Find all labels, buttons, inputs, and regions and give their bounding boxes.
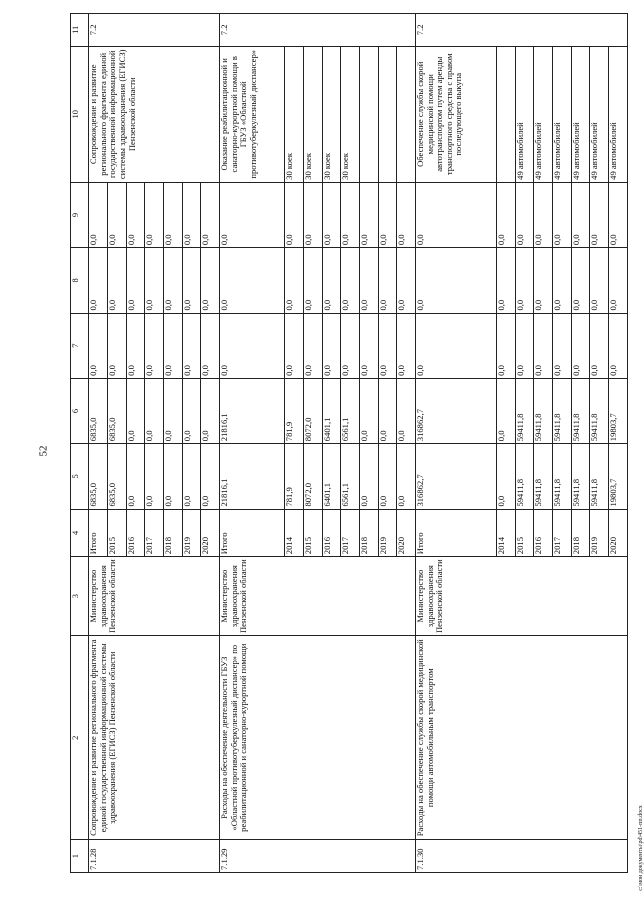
footer-file-path: c:\мои документы\pd\451-пп.docx: [637, 805, 644, 891]
total-value: 0,0: [219, 313, 284, 378]
year-result: 49 автомобилей: [609, 46, 628, 182]
year-value: 0,0: [397, 182, 416, 247]
year-value: 0,0: [322, 182, 341, 247]
year-value: 0,0: [378, 182, 397, 247]
year-value: 0,0: [497, 378, 516, 443]
year-value: 0,0: [497, 182, 516, 247]
year-value: 0,0: [590, 182, 609, 247]
year-value: 0,0: [163, 248, 182, 313]
year-result: [397, 46, 416, 182]
total-value: 0,0: [415, 313, 496, 378]
year-value: 59411,8: [515, 378, 534, 443]
year-cell: 2015: [515, 509, 534, 557]
year-cell: 2018: [163, 509, 182, 557]
year-value: 0,0: [163, 444, 182, 509]
year-value: 0,0: [553, 248, 572, 313]
year-value: 0,0: [378, 378, 397, 443]
year-cell: 2019: [378, 509, 397, 557]
year-result: [359, 46, 378, 182]
year-cell: 2015: [303, 509, 322, 557]
total-value: 21816,1: [219, 444, 284, 509]
year-cell: 2020: [201, 509, 220, 557]
year-value: 0,0: [571, 313, 590, 378]
year-value: 0,0: [303, 182, 322, 247]
year-value: 0,0: [378, 248, 397, 313]
year-value: 0,0: [359, 182, 378, 247]
year-value: 0,0: [126, 248, 145, 313]
total-value: 0,0: [219, 248, 284, 313]
year-value: 0,0: [145, 248, 164, 313]
year-value: 0,0: [182, 444, 201, 509]
column-number-3: 3: [71, 557, 89, 636]
year-value: 59411,8: [553, 444, 572, 509]
year-result: 49 автомобилей: [571, 46, 590, 182]
year-cell: 2014: [497, 509, 516, 557]
year-value: 0,0: [163, 182, 182, 247]
year-value: 0,0: [359, 378, 378, 443]
year-value: 0,0: [182, 378, 201, 443]
year-value: 59411,8: [515, 444, 534, 509]
year-value: 781,9: [285, 444, 304, 509]
year-cell: 2016: [534, 509, 553, 557]
column-number-7: 7: [71, 313, 89, 378]
section-ministry: Министерство здравоохранения Пензенской области: [415, 557, 627, 636]
section-id: 7.1.30: [415, 840, 627, 873]
year-value: 0,0: [126, 313, 145, 378]
year-value: 0,0: [497, 444, 516, 509]
year-value: 6561,1: [341, 378, 360, 443]
column-number-1: 1: [71, 840, 89, 873]
column-number-2: 2: [71, 636, 89, 840]
year-value: 0,0: [397, 313, 416, 378]
section-total-row: [415, 14, 496, 873]
total-value: 0,0: [89, 182, 108, 247]
year-cell: 2019: [182, 509, 201, 557]
year-value: 0,0: [285, 182, 304, 247]
section-result: Обеспечение службы скорой медицинской помощи автотранспортом путем аренды транспортного средства с правом последующего выкупа: [415, 46, 496, 182]
year-cell: 2017: [553, 509, 572, 557]
year-result: 30 коек: [341, 46, 360, 182]
section-total-row: [89, 14, 108, 873]
section-code: 7.2: [415, 14, 627, 47]
year-value: 0,0: [107, 182, 126, 247]
section-ministry: Министерство здравоохранения Пензенской области: [89, 557, 220, 636]
year-value: 59411,8: [571, 444, 590, 509]
section-result: Оказание реабилитационной и санаторно-курортной помощи в ГБУЗ «Областной противотуберкулезный диспансер»: [219, 46, 284, 182]
column-number-6: 6: [71, 378, 89, 443]
year-value: 59411,8: [553, 378, 572, 443]
year-value: 0,0: [515, 248, 534, 313]
section-code: 7.2: [89, 14, 220, 47]
year-value: 0,0: [590, 248, 609, 313]
section-ministry: Министерство здравоохранения Пензенской области: [219, 557, 415, 636]
total-label: Итого: [89, 509, 108, 557]
year-cell: 2015: [107, 509, 126, 557]
year-value: 6835,0: [107, 378, 126, 443]
year-result: 30 коек: [303, 46, 322, 182]
year-value: 0,0: [341, 248, 360, 313]
year-value: 59411,8: [571, 378, 590, 443]
total-value: 316862,7: [415, 444, 496, 509]
column-number-5: 5: [71, 444, 89, 509]
year-value: 0,0: [497, 248, 516, 313]
column-number-10: 10: [71, 46, 89, 182]
year-value: 59411,8: [534, 444, 553, 509]
year-cell: 2016: [126, 509, 145, 557]
column-number-11: 11: [71, 14, 89, 47]
year-value: 781,9: [285, 378, 304, 443]
year-value: 0,0: [303, 248, 322, 313]
year-value: 0,0: [341, 182, 360, 247]
year-value: 0,0: [590, 313, 609, 378]
column-number-4: 4: [71, 509, 89, 557]
year-value: 0,0: [285, 248, 304, 313]
year-value: 59411,8: [534, 378, 553, 443]
year-value: 0,0: [145, 378, 164, 443]
year-value: 0,0: [163, 378, 182, 443]
year-value: 0,0: [553, 313, 572, 378]
year-result: 49 автомобилей: [515, 46, 534, 182]
total-value: 316862,7: [415, 378, 496, 443]
year-value: 0,0: [534, 313, 553, 378]
year-value: 6401,1: [322, 378, 341, 443]
year-cell: 2017: [145, 509, 164, 557]
column-number-9: 9: [71, 182, 89, 247]
year-value: 0,0: [322, 248, 341, 313]
total-value: 0,0: [415, 182, 496, 247]
year-value: 0,0: [107, 248, 126, 313]
year-value: 0,0: [515, 182, 534, 247]
year-value: 0,0: [285, 313, 304, 378]
year-cell: 2017: [341, 509, 360, 557]
total-value: 0,0: [415, 248, 496, 313]
total-value: 6835,0: [89, 444, 108, 509]
year-value: 0,0: [201, 378, 220, 443]
year-value: 0,0: [378, 313, 397, 378]
program-table: [70, 13, 628, 873]
year-value: 59411,8: [590, 378, 609, 443]
year-result: 30 коек: [285, 46, 304, 182]
section-total-row: [219, 14, 284, 873]
year-cell: 2018: [571, 509, 590, 557]
year-cell: 2014: [285, 509, 304, 557]
year-value: 0,0: [359, 248, 378, 313]
year-value: 0,0: [182, 182, 201, 247]
year-value: 0,0: [201, 444, 220, 509]
total-value: 21816,1: [219, 378, 284, 443]
year-value: 0,0: [378, 444, 397, 509]
year-value: 0,0: [303, 313, 322, 378]
year-result: [378, 46, 397, 182]
year-value: 8072,0: [303, 378, 322, 443]
year-value: 0,0: [182, 248, 201, 313]
year-value: 0,0: [163, 313, 182, 378]
year-value: 6835,0: [107, 444, 126, 509]
year-result: [497, 46, 516, 182]
year-value: 0,0: [201, 248, 220, 313]
total-label: Итого: [219, 509, 284, 557]
year-value: 0,0: [107, 313, 126, 378]
year-result: 49 автомобилей: [534, 46, 553, 182]
header-row: [71, 14, 89, 873]
section-id: 7.1.28: [89, 840, 220, 873]
section-id: 7.1.29: [219, 840, 415, 873]
year-value: 0,0: [201, 313, 220, 378]
year-value: 0,0: [359, 313, 378, 378]
year-result: 30 коек: [322, 46, 341, 182]
column-number-8: 8: [71, 248, 89, 313]
total-label: Итого: [415, 509, 496, 557]
year-cell: 2018: [359, 509, 378, 557]
year-value: 0,0: [609, 182, 628, 247]
year-value: 0,0: [497, 313, 516, 378]
year-cell: 2016: [322, 509, 341, 557]
year-value: 0,0: [359, 444, 378, 509]
rotated-table-wrapper: [70, 13, 628, 873]
year-value: 0,0: [553, 182, 572, 247]
year-value: 0,0: [609, 313, 628, 378]
year-value: 0,0: [609, 248, 628, 313]
year-value: 0,0: [145, 313, 164, 378]
section-name: Расходы на обеспечение службы скорой медицинской помощи автомобильным транспортом: [415, 636, 627, 840]
year-value: 0,0: [145, 182, 164, 247]
year-value: 0,0: [341, 313, 360, 378]
section-code: 7.2: [219, 14, 415, 47]
year-value: 19803,7: [609, 444, 628, 509]
year-value: 0,0: [322, 313, 341, 378]
year-value: 0,0: [201, 182, 220, 247]
year-cell: 2020: [609, 509, 628, 557]
year-value: 59411,8: [590, 444, 609, 509]
year-value: 8072,0: [303, 444, 322, 509]
year-value: 0,0: [397, 444, 416, 509]
year-value: 0,0: [126, 182, 145, 247]
year-value: 6401,1: [322, 444, 341, 509]
total-value: 0,0: [89, 248, 108, 313]
year-cell: 2020: [397, 509, 416, 557]
year-value: 0,0: [145, 444, 164, 509]
year-cell: 2019: [590, 509, 609, 557]
year-value: 0,0: [397, 248, 416, 313]
year-value: 0,0: [126, 444, 145, 509]
total-value: 6835,0: [89, 378, 108, 443]
year-result: 49 автомобилей: [553, 46, 572, 182]
year-value: 0,0: [534, 248, 553, 313]
year-value: 0,0: [182, 313, 201, 378]
year-value: 0,0: [571, 182, 590, 247]
total-value: 0,0: [219, 182, 284, 247]
total-value: 0,0: [89, 313, 108, 378]
section-name: Сопровождение и развитие регионального фрагмента единой государственной информационной системы здравоохранения (ЕГИСЗ) Пензенской области: [89, 636, 220, 840]
section-name: Расходы на обеспечение деятельности ГБУЗ «Областной противотуберкулезный диспансер» по реабилитационной и санаторно-курортной помощи: [219, 636, 415, 840]
year-value: 0,0: [515, 313, 534, 378]
year-value: 0,0: [397, 378, 416, 443]
year-value: 0,0: [534, 182, 553, 247]
year-value: 6561,1: [341, 444, 360, 509]
page-number: 52: [37, 445, 50, 457]
year-value: 19803,7: [609, 378, 628, 443]
year-result: 49 автомобилей: [590, 46, 609, 182]
section-result: Сопровождение и развитие регионального фрагмента единой государственной информационной системы здравоохранения (ЕГИСЗ) Пензенской области: [89, 46, 220, 182]
year-value: 0,0: [126, 378, 145, 443]
year-value: 0,0: [571, 248, 590, 313]
